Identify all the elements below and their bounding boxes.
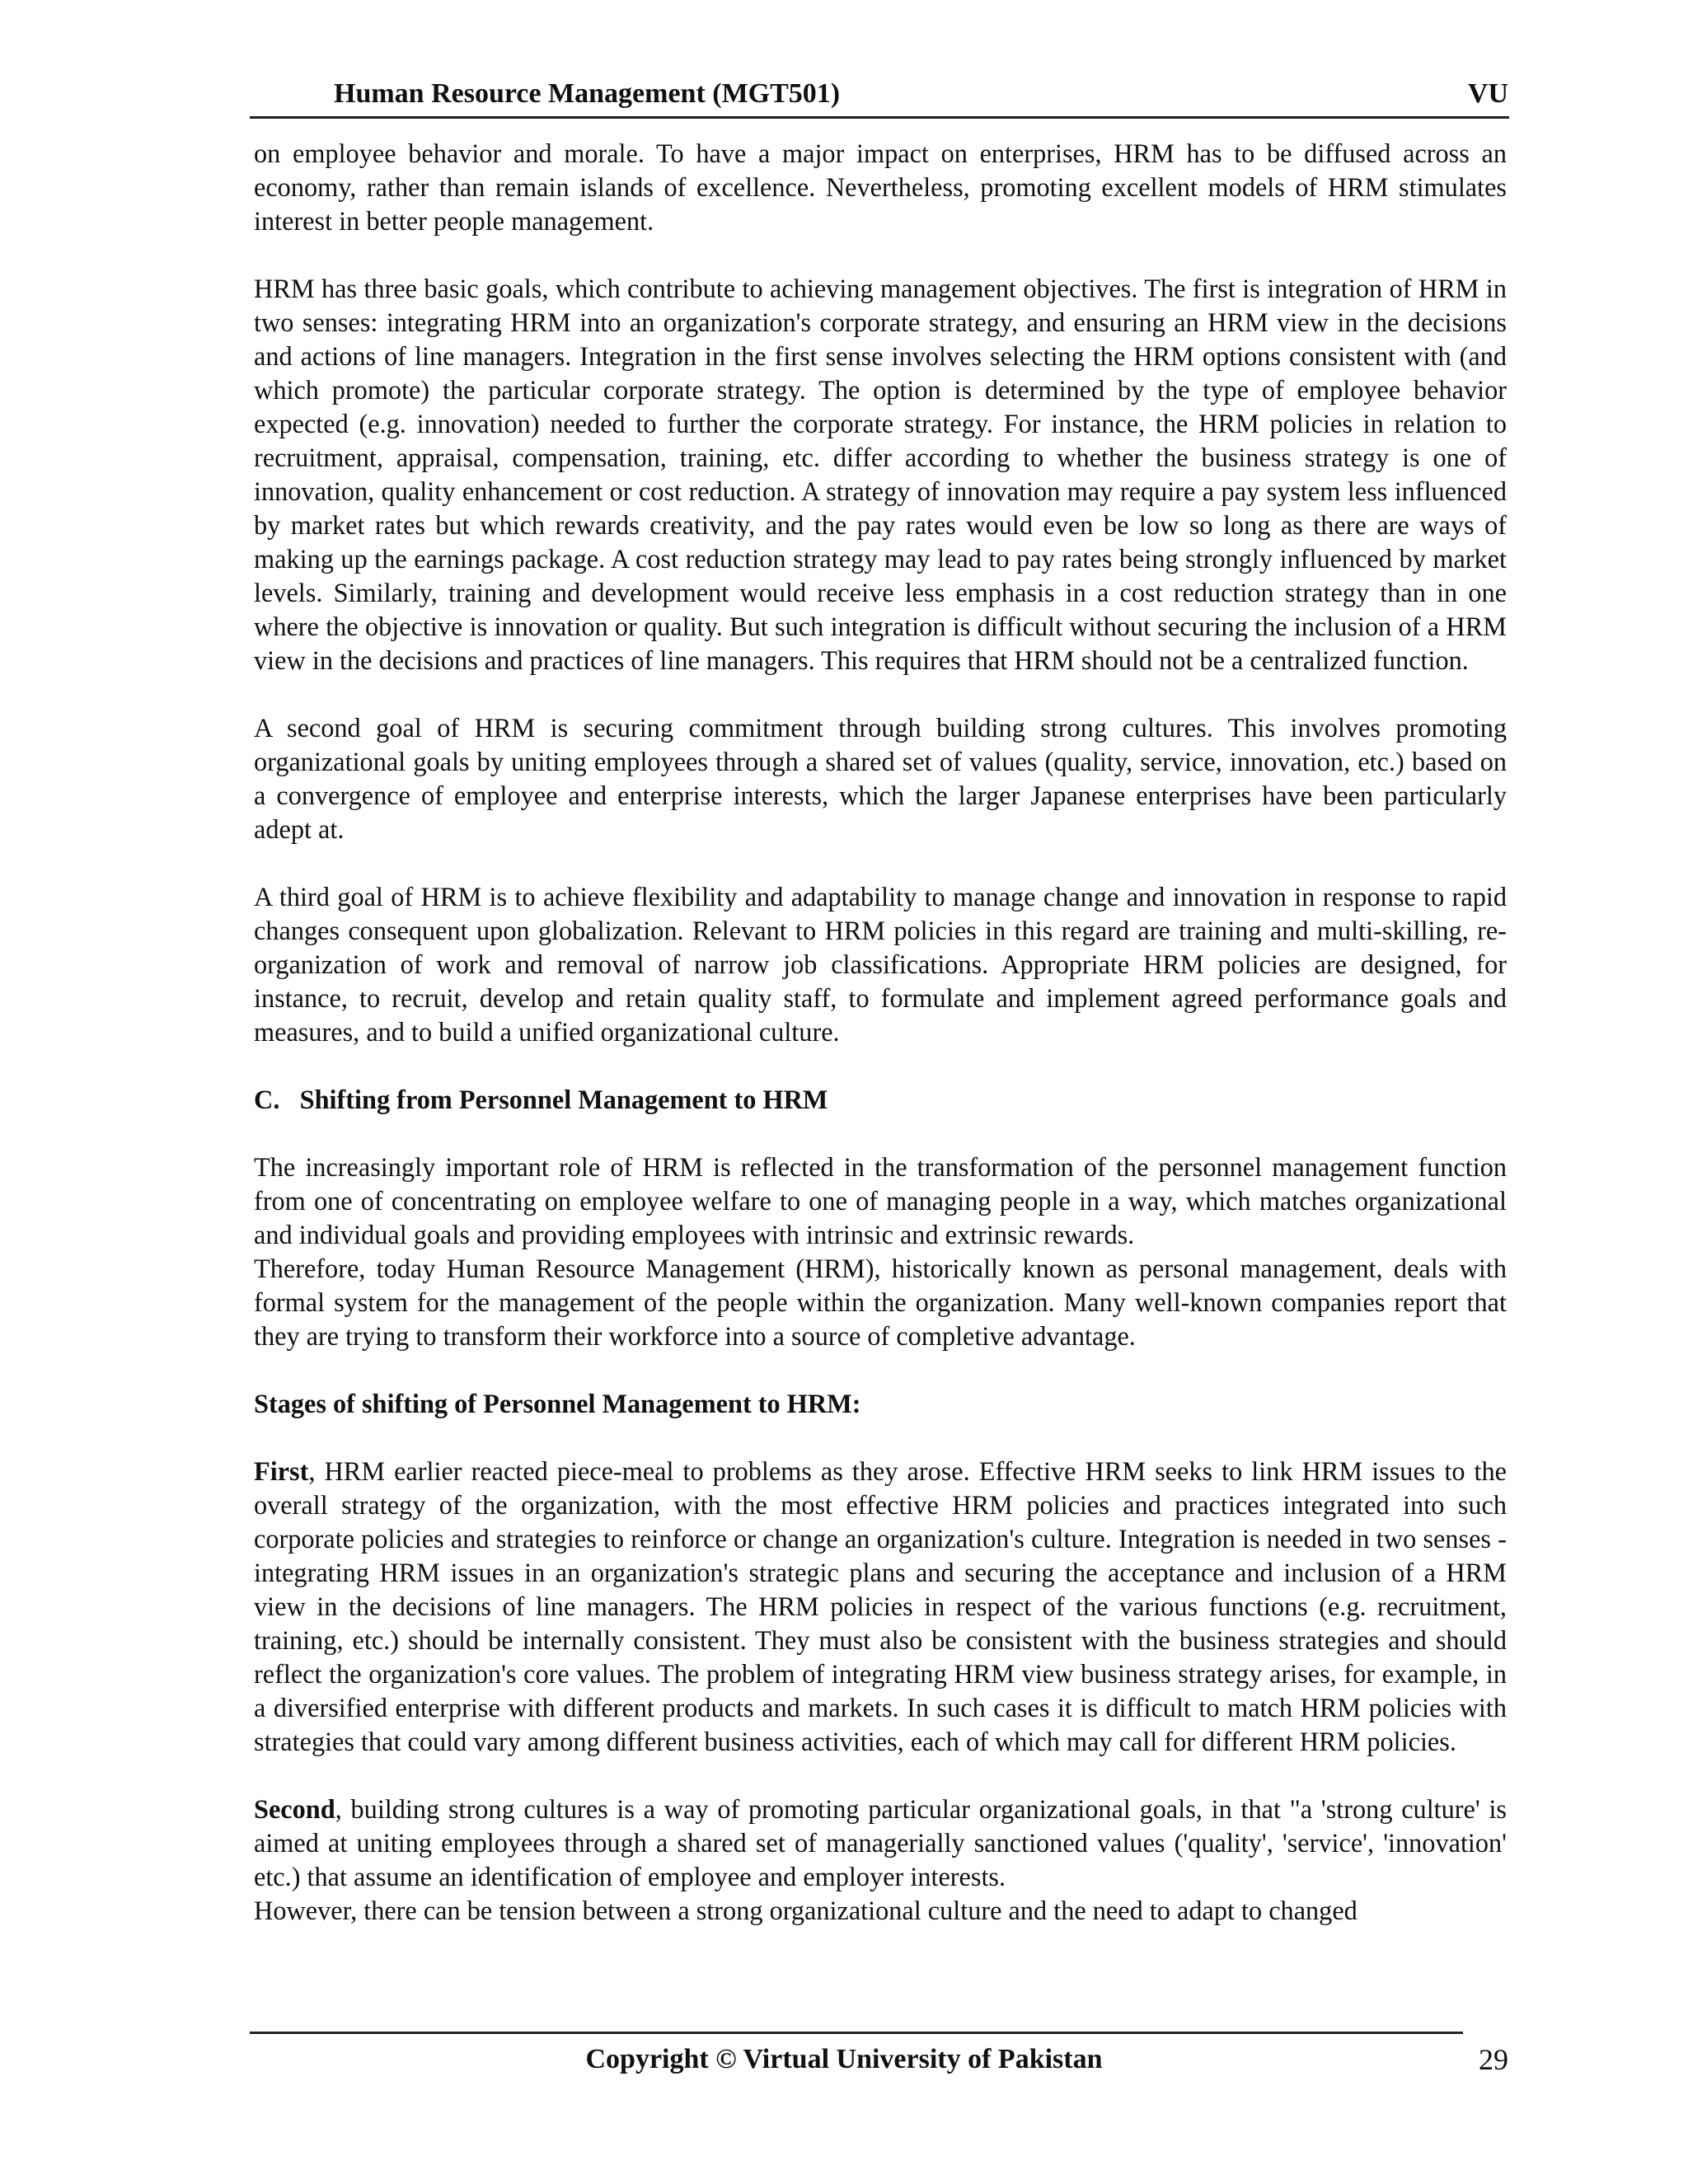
first-text: , HRM earlier reacted piece-meal to problems as they arose. Effective HRM seeks to link HRM issues to the overall strategy of the organization, with the most effective HRM policies and practices integrated into such corporate policies and strategies to reinforce or change an organization's culture. Integration is needed in two senses - integrating HRM issues in an organization's strategic plans and securing the acceptance and inclusion of a HRM view in the decisions of line managers. The HRM policies in respect of the various functions (e.g. recruitment, training, etc.) should be internally consistent. They must also be consistent with the business strategies and should reflect the organization's core values. The problem of integrating HRM view business strategy arises, for example, in a diversified enterprise with different products and markets. In such cases it is difficult to match HRM policies with strategies that could vary among different business activities, each of which may call for different HRM policies. [254, 1456, 1507, 1756]
paragraph-however: However, there can be tension between a strong organizational culture and the need to adapt to changed [254, 1896, 1357, 1925]
footer-copyright: Copyright © Virtual University of Pakistan [585, 2044, 1103, 2074]
second-label: Second [254, 1794, 335, 1824]
stages-heading: Stages of shifting of Personnel Management to HRM: [254, 1389, 861, 1418]
second-text: , building strong cultures is a way of promoting particular organizational goals, in that "a 'strong culture' is aimed at uniting employees through a shared set of managerially sanctioned values ('quality', 'service', 'innovation' etc.) that assume an identification of employee and employer interests. [254, 1794, 1507, 1891]
header-vu-label: VU [1467, 78, 1508, 109]
paragraph-goals: HRM has three basic goals, which contribute to achieving management objectives. The first is integration of HRM in two senses: integrating HRM into an organization's corporate strategy, and ensuring an HRM view in the decisions and actions of line managers. Integration in the first sense involves selecting the HRM options consistent with (and which promote) the particular corporate strategy. The option is determined by the type of employee behavior expected (e.g. innovation) needed to further the corporate strategy. For instance, the HRM policies in relation to recruitment, appraisal, compensation, training, etc. differ according to whether the business strategy is one of innovation, quality enhancement or cost reduction. A strategy of innovation may require a pay system less influenced by market rates but which rewards creativity, and the pay rates would even be low so long as there are ways of making up the earnings package. A cost reduction strategy may lead to pay rates being strongly influenced by market levels. Similarly, training and development would receive less emphasis in a cost reduction strategy than in one where the objective is innovation or quality. But such integration is difficult without securing the inclusion of a HRM view in the decisions and practices of line managers. This requires that HRM should not be a centralized function. [254, 274, 1507, 675]
paragraph-third-goal: A third goal of HRM is to achieve flexibility and adaptability to manage change and innovation in response to rapid changes consequent upon globalization. Relevant to HRM policies in this regard are training and multi-skilling, re-organization of work and removal of narrow job classifications. Appropriate HRM policies are designed, for instance, to recruit, develop and retain quality staff, to formulate and implement agreed performance goals and measures, and to build a unified organizational culture. [254, 882, 1507, 1047]
paragraph-first [254, 1455, 1507, 1759]
paragraph-transformation: The increasingly important role of HRM is reflected in the transformation of the personnel management function from one of concentrating on employee welfare to one of managing people in a way, which matches organizational and individual goals and providing employees with intrinsic and extrinsic rewards. [254, 1152, 1507, 1249]
paragraph-second-goal: A second goal of HRM is securing commitment through building strong cultures. This involves promoting organizational goals by uniting employees through a shared set of values (quality, service, innovation, etc.) based on a convergence of employee and enterprise interests, which the larger Japanese enterprises have been particularly adept at. [254, 713, 1507, 844]
first-label: First [254, 1456, 309, 1486]
header-title: Human Resource Management (MGT501) [334, 78, 841, 109]
paragraph-intro: on employee behavior and morale. To have a major impact on enterprises, HRM has to be diffused across an economy, rather than remain islands of excellence. Nevertheless, promoting excellent models of HRM stimulates interest in better people management. [254, 138, 1507, 236]
section-heading: C. Shifting from Personnel Management to HRM [254, 1085, 828, 1114]
paragraph-today: Therefore, today Human Resource Management (HRM), historically known as personal management, deals with formal system for the management of the people within the organization. Many well-known companies report that they are trying to transform their workforce into a source of completive advantage. [254, 1254, 1507, 1351]
footer-rule [250, 2032, 1463, 2034]
document-body [254, 137, 1507, 1961]
page-number: 29 [1479, 2043, 1508, 2076]
header-rule [250, 116, 1509, 119]
paragraph-second [254, 1793, 1507, 1894]
